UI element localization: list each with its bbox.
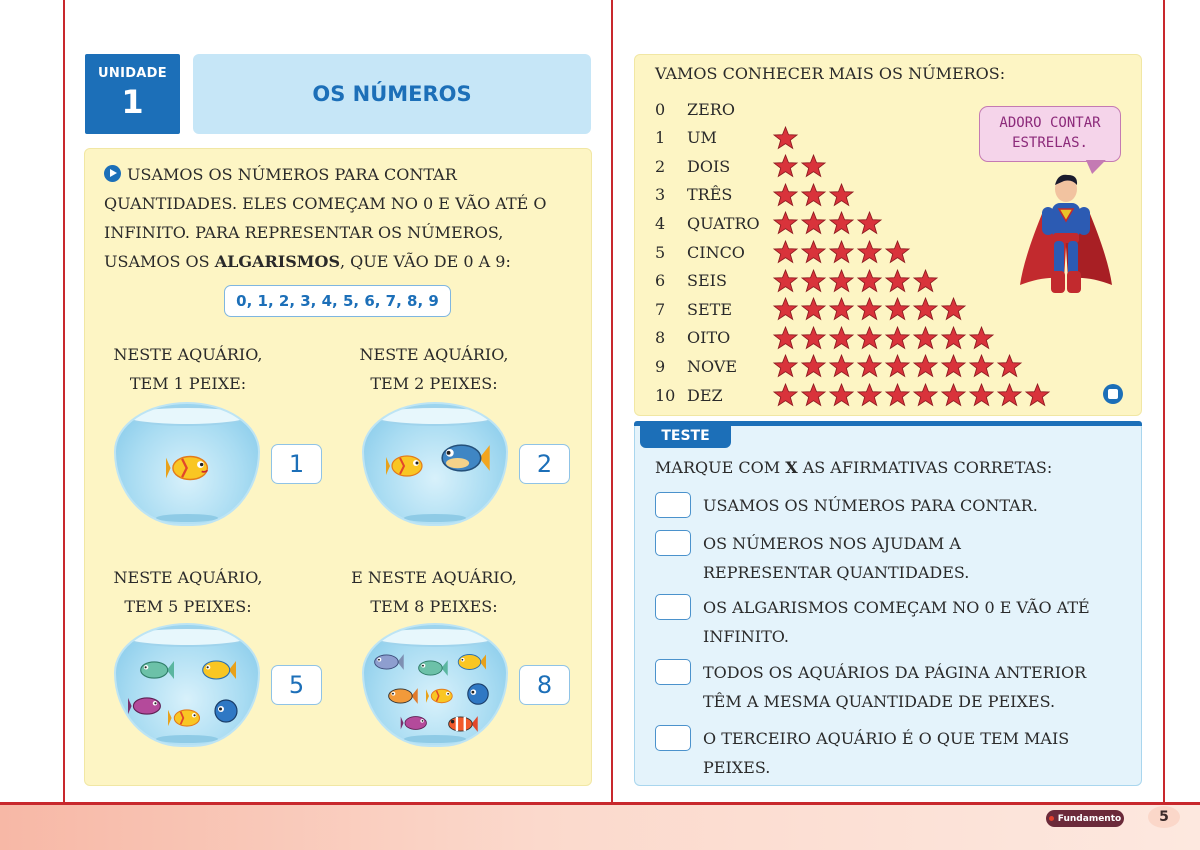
- intro-paragraph: [104, 160, 574, 276]
- speech-line2: ESTRELAS.: [1012, 135, 1088, 151]
- caption-line1: NESTE AQUÁRIO,: [359, 345, 509, 364]
- star-icon: [828, 354, 855, 378]
- intro-text-2: , QUE VÃO DE 0 A 9:: [340, 252, 511, 271]
- number-digit: 3: [655, 185, 666, 205]
- number-digit: 6: [655, 271, 666, 291]
- intro-bold-term: ALGARISMOS: [214, 252, 340, 271]
- star-icon: [1024, 383, 1051, 407]
- star-icon: [828, 240, 855, 264]
- star-icon: [968, 354, 995, 378]
- unit-badge: [85, 54, 180, 134]
- aquarium-count-4: 8: [519, 665, 570, 705]
- star-icon: [800, 383, 827, 407]
- superhero-illustration: [1016, 167, 1116, 317]
- star-icon: [800, 183, 827, 207]
- fish-icon: [210, 697, 242, 725]
- caption-line2: TEM 8 PEIXES:: [370, 597, 498, 616]
- footer-band: [0, 804, 1200, 850]
- star-icon: [800, 154, 827, 178]
- unit-number: 1: [121, 83, 144, 121]
- number-digit: 10: [655, 385, 676, 405]
- number-digit: 7: [655, 299, 666, 319]
- numbers-panel-title: VAMOS CONHECER MAIS OS NÚMEROS:: [655, 64, 1006, 83]
- star-icon: [856, 269, 883, 293]
- page-title-box: [193, 54, 591, 134]
- page-title: OS NÚMEROS: [312, 82, 472, 106]
- star-icon: [912, 383, 939, 407]
- aquarium-count-3: 5: [271, 665, 322, 705]
- teste-instruction: [655, 458, 1052, 477]
- star-icon: [828, 183, 855, 207]
- fish-icon: [168, 705, 204, 731]
- caption-line2: TEM 2 PEIXES:: [370, 374, 498, 393]
- answer-checkbox-3[interactable]: [655, 594, 691, 620]
- star-icon: [856, 297, 883, 321]
- page-number: 5: [1148, 806, 1180, 828]
- star-group: [772, 211, 883, 235]
- star-icon: [940, 354, 967, 378]
- star-icon: [772, 383, 799, 407]
- aquarium-caption-3: [88, 563, 288, 621]
- teste-tab: TESTE: [640, 424, 731, 448]
- star-icon: [968, 383, 995, 407]
- star-icon: [856, 211, 883, 235]
- answer-checkbox-4[interactable]: [655, 659, 691, 685]
- star-icon: [800, 211, 827, 235]
- fish-icon: [372, 651, 404, 673]
- digits-list: 0, 1, 2, 3, 4, 5, 6, 7, 8, 9: [224, 285, 451, 317]
- star-icon: [772, 354, 799, 378]
- star-icon: [884, 383, 911, 407]
- fish-icon: [200, 657, 236, 683]
- fish-icon: [386, 685, 418, 707]
- star-icon: [940, 326, 967, 350]
- center-gutter-rule: [611, 0, 613, 804]
- star-icon: [912, 269, 939, 293]
- number-word: CINCO: [687, 242, 745, 262]
- speech-bubble: [979, 106, 1121, 162]
- star-icon: [800, 269, 827, 293]
- star-icon: [828, 383, 855, 407]
- fish-icon: [438, 440, 490, 476]
- number-row: [655, 96, 772, 122]
- aquarium-caption-1: [88, 340, 288, 398]
- caption-line1: NESTE AQUÁRIO,: [113, 568, 263, 587]
- star-icon: [856, 326, 883, 350]
- left-margin-rule: [63, 0, 65, 804]
- star-icon: [912, 326, 939, 350]
- instruction-text-1: MARQUE COM: [655, 458, 786, 477]
- number-row: [655, 382, 1051, 408]
- publisher-logo: Fundamento: [1046, 810, 1124, 827]
- star-icon: [772, 154, 799, 178]
- aquarium-count-1: 1: [271, 444, 322, 484]
- star-icon: [856, 383, 883, 407]
- answer-checkbox-1[interactable]: [655, 492, 691, 518]
- number-row: [655, 210, 883, 236]
- star-group: [772, 383, 1051, 407]
- fish-icon: [416, 657, 448, 679]
- star-icon: [884, 297, 911, 321]
- fish-icon: [456, 651, 486, 673]
- star-icon: [772, 126, 799, 150]
- teste-item-text: O TERCEIRO AQUÁRIO É O QUE TEM MAIS PEIXES.: [703, 729, 1070, 777]
- star-icon: [828, 269, 855, 293]
- star-group: [772, 126, 799, 150]
- unit-label: UNIDADE: [98, 66, 167, 81]
- star-icon: [828, 211, 855, 235]
- star-icon: [800, 326, 827, 350]
- instruction-bold: X: [785, 458, 798, 477]
- star-icon: [856, 354, 883, 378]
- star-icon: [856, 240, 883, 264]
- star-icon: [884, 354, 911, 378]
- teste-item-5: [655, 724, 1093, 782]
- star-group: [772, 240, 911, 264]
- star-icon: [996, 383, 1023, 407]
- star-icon: [772, 297, 799, 321]
- teste-item-text: USAMOS OS NÚMEROS PARA CONTAR.: [703, 496, 1038, 515]
- fish-icon: [464, 681, 492, 707]
- number-row: [655, 268, 939, 294]
- right-margin-rule: [1163, 0, 1165, 804]
- number-word: UM: [687, 128, 717, 148]
- number-word: DEZ: [687, 385, 723, 405]
- star-icon: [884, 269, 911, 293]
- aquarium-count-2: 2: [519, 444, 570, 484]
- star-group: [772, 183, 855, 207]
- instruction-text-2: AS AFIRMATIVAS CORRETAS:: [797, 458, 1053, 477]
- speech-line1: ADORO CONTAR: [999, 115, 1101, 131]
- answer-checkbox-2[interactable]: [655, 530, 691, 556]
- star-group: [772, 354, 1023, 378]
- number-digit: 0: [655, 99, 666, 119]
- number-word: DOIS: [687, 156, 731, 176]
- number-digit: 9: [655, 356, 666, 376]
- end-marker-icon: [1103, 384, 1123, 404]
- star-icon: [772, 326, 799, 350]
- star-icon: [828, 297, 855, 321]
- star-icon: [772, 269, 799, 293]
- star-icon: [968, 326, 995, 350]
- star-icon: [772, 211, 799, 235]
- number-digit: 5: [655, 242, 666, 262]
- star-group: [772, 297, 967, 321]
- star-icon: [800, 354, 827, 378]
- star-icon: [884, 240, 911, 264]
- number-digit: 8: [655, 328, 666, 348]
- fish-icon: [446, 713, 478, 735]
- caption-line1: NESTE AQUÁRIO,: [113, 345, 263, 364]
- number-row: [655, 239, 911, 265]
- fish-icon: [386, 451, 426, 481]
- aquarium-caption-2: [334, 340, 534, 398]
- number-word: ZERO: [687, 99, 735, 119]
- teste-item-text: OS NÚMEROS NOS AJUDAM A REPRESENTAR QUANTIDADES.: [703, 534, 970, 582]
- caption-line2: TEM 5 PEIXES:: [124, 597, 252, 616]
- play-icon: [104, 165, 121, 182]
- star-icon: [940, 383, 967, 407]
- number-word: OITO: [687, 328, 731, 348]
- star-group: [772, 326, 995, 350]
- number-row: [655, 353, 1023, 379]
- star-icon: [912, 297, 939, 321]
- number-row: [655, 296, 967, 322]
- number-row: [655, 125, 799, 151]
- caption-line2: TEM 1 PEIXE:: [129, 374, 247, 393]
- teste-item-1: [655, 491, 1093, 520]
- fish-icon: [166, 451, 212, 485]
- fish-icon: [138, 657, 174, 683]
- star-icon: [800, 297, 827, 321]
- star-icon: [772, 240, 799, 264]
- aquarium-caption-4: [334, 563, 534, 621]
- star-icon: [996, 354, 1023, 378]
- fish-icon: [128, 693, 164, 719]
- caption-line1: E NESTE AQUÁRIO,: [351, 568, 517, 587]
- number-digit: 4: [655, 213, 666, 233]
- star-icon: [884, 326, 911, 350]
- number-row: [655, 325, 995, 351]
- teste-item-3: [655, 593, 1093, 651]
- star-group: [772, 269, 939, 293]
- star-icon: [772, 183, 799, 207]
- star-icon: [800, 240, 827, 264]
- star-icon: [912, 354, 939, 378]
- number-word: SEIS: [687, 271, 727, 291]
- footer-rule: [0, 802, 1200, 805]
- number-word: SETE: [687, 299, 732, 319]
- fish-icon: [426, 685, 456, 707]
- intro-text-1: USAMOS OS NÚMEROS PARA CONTAR QUANTIDADES. ELES COMEÇAM NO 0 E VÃO ATÉ O INFINITO. PARA REPRESENTAR OS NÚMEROS, USAMOS OS: [104, 165, 547, 271]
- number-row: [655, 182, 855, 208]
- star-icon: [828, 326, 855, 350]
- answer-checkbox-5[interactable]: [655, 725, 691, 751]
- star-icon: [940, 297, 967, 321]
- star-group: [772, 154, 827, 178]
- number-digit: 1: [655, 128, 666, 148]
- teste-item-4: [655, 658, 1093, 716]
- number-row: [655, 153, 827, 179]
- fish-icon: [400, 713, 430, 733]
- teste-item-text: OS ALGARISMOS COMEÇAM NO 0 E VÃO ATÉ INFINITO.: [703, 598, 1090, 646]
- number-digit: 2: [655, 156, 666, 176]
- number-word: NOVE: [687, 356, 738, 376]
- number-word: TRÊS: [687, 185, 733, 205]
- teste-item-2: [655, 529, 1093, 587]
- number-word: QUATRO: [687, 213, 760, 233]
- teste-item-text: TODOS OS AQUÁRIOS DA PÁGINA ANTERIOR TÊM A MESMA QUANTIDADE DE PEIXES.: [703, 663, 1087, 711]
